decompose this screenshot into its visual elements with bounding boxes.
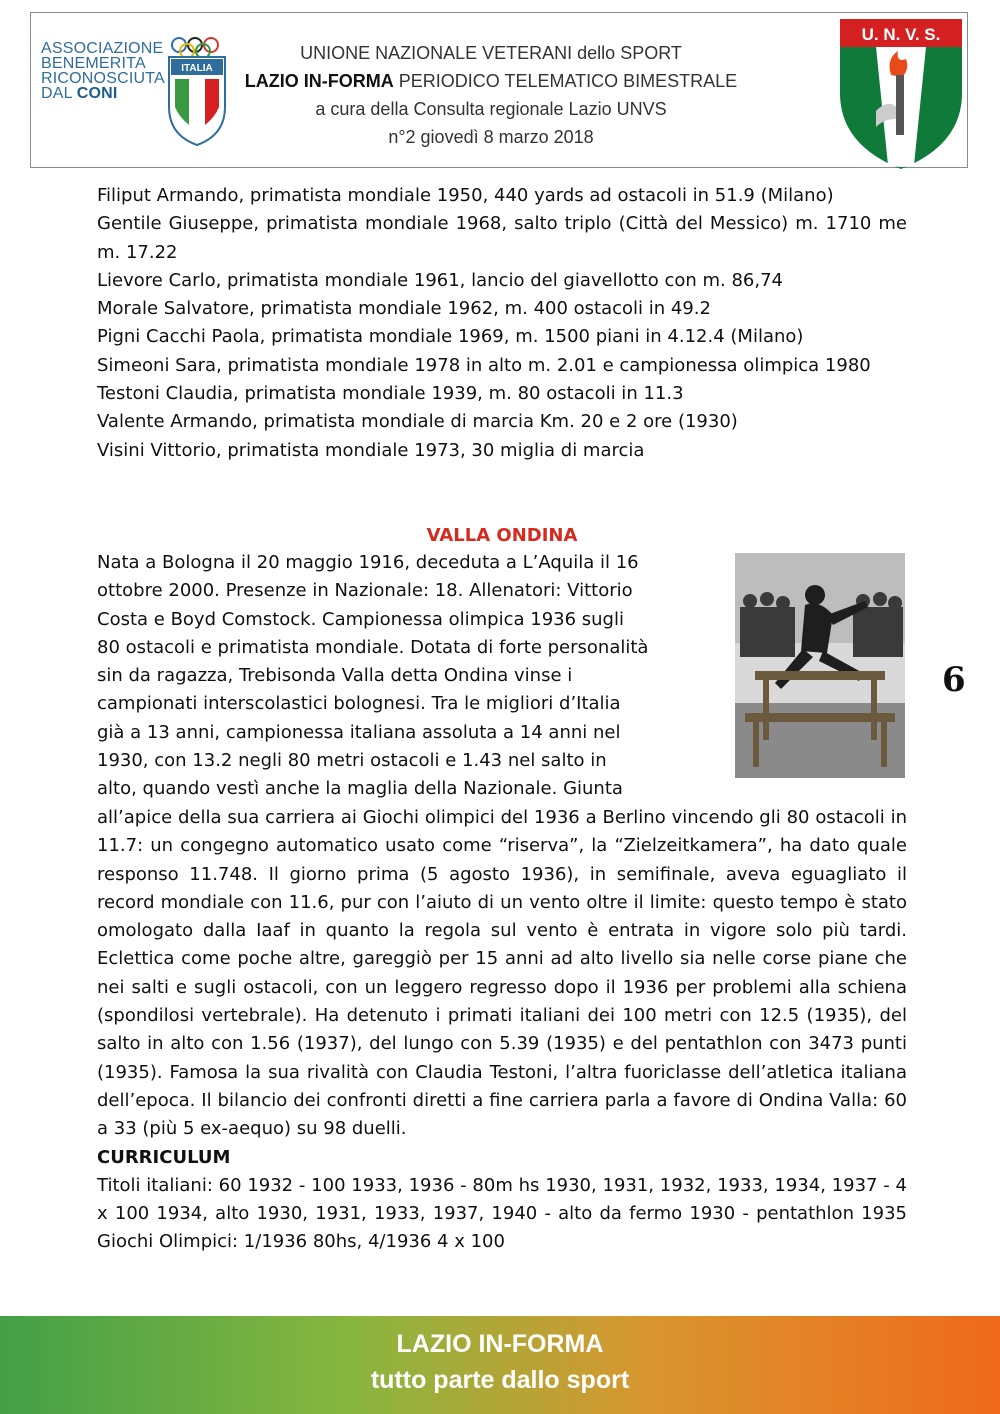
list-item: Filiput Armando, primatista mondiale 1950, 440 yards ad ostacoli in 51.9 (Milano) (97, 185, 834, 206)
records-list (97, 182, 907, 465)
coni-badge-text: ITALIA (181, 63, 213, 74)
list-item: Simeoni Sara, primatista mondiale 1978 in alto m. 2.01 e campionessa olimpica 1980 (97, 354, 871, 376)
list-item: Lievore Carlo, primatista mondiale 1961, lancio del giavellotto con m. 86,74 (97, 269, 784, 291)
section-title: VALLA ONDINA (426, 525, 578, 546)
coni-shield-icon (167, 55, 227, 147)
header-line-2: LAZIO IN-FORMA PERIODICO TELEMATICO BIMESTRALE (244, 71, 738, 91)
bio-wrapped (97, 549, 721, 804)
bio-line: ottobre 2000. Presenze in Nazionale: 18. Allenatori: Vittorio (97, 580, 633, 602)
list-item: Testoni Claudia, primatista mondiale 1939, m. 80 ostacoli in 11.3 (97, 383, 684, 405)
unvs-shield-logo (836, 15, 966, 173)
coni-logo-text (41, 41, 165, 101)
curriculum-text: Titoli italiani: 60 1932 - 100 1933, 1936 - 80m hs 1930, 1931, 1932, 1933, 1934, 1937 - 4 x 100 1934, alto 1930, 1931, 1933, 1937, 1940 - alto da fermo 1930 - pentathlon 1935 Giochi Olimpici: 1/1936 80hs, 4/1936 4 x 100 (97, 1174, 907, 1253)
header-line-3: a cura della Consulta regionale Lazio UNVS (315, 99, 667, 119)
header-line-1: UNIONE NAZIONALE VETERANI dello SPORT (300, 43, 682, 63)
list-item: Visini Vittorio, primatista mondiale 1973, 30 miglia di marcia (97, 439, 645, 461)
bio-line: alto, quando vestì anche la maglia della Nazionale. Giunta (97, 778, 623, 800)
bio-line: campionati interscolastici bolognesi. Tra le migliori d’Italia (97, 693, 621, 715)
bio-line: 1930, con 13.2 negli 80 metri ostacoli e 1.43 nel salto in (97, 750, 607, 772)
bio-line: 80 ostacoli e primatista mondiale. Dotata di forte personalità (97, 636, 649, 658)
coni-line-2: BENEMERITA (41, 55, 146, 72)
footer-slogan: tutto parte dallo sport (370, 1366, 630, 1394)
bio-paragraph: all’apice della sua carriera ai Giochi olimpici del 1936 a Berlino vincendo gli 80 ostacoli in 11.7: un congegno automatico usato come “riserva”, la “Zielzeitkamera”, ha dato quale responso 11.748. Il giorno prima (5 agosto 1936), in semifinale, aveva eguagliato il record mondiale con 11.6, pur con l’aiuto di un vento oltre il limite: questo tempo è stato omologato dalla Iaaf in quanto la regola sul vento è entrata in vigore solo più tardi. Eclettica come poche altre, gareggiò per 15 anni ad alto livello sia nelle corse piane che nei salti e sugli ostacoli, con un leggero regresso dopo il 1936 per problemi alla schiena (spondilosi vertebrale). Ha detenuto i primati italiani dei 100 metri con 12.5 (1935), del salto in alto con 1.56 (1937), del lungo con 5.39 (1935) e del pentathlon con 3473 punti (1935). Famosa la sua rivalità con Claudia Testoni, l’altra fuoriclasse dell’atletica italiana dell’epoca. Il bilancio dei confronti diretti a fine carriera parla a favore di Ondina Valla: 60 a 33 (più 5 ex-aequo) su 98 duelli. (97, 807, 907, 1140)
page-number: 6 (942, 660, 966, 700)
page-footer (0, 1316, 1000, 1414)
section-title-block (97, 522, 907, 550)
page-header (30, 12, 968, 168)
list-item: Morale Salvatore, primatista mondiale 1962, m. 400 ostacoli in 49.2 (97, 298, 711, 320)
coni-line-3: RICONOSCIUTA (41, 70, 165, 87)
bio-line: Costa e Boyd Comstock. Campionessa olimpica 1936 sugli (97, 608, 624, 630)
list-item: Gentile Giuseppe, primatista mondiale 1968, salto triplo (Città del Messico) m. 1710 me m. 17.22 (97, 213, 907, 263)
bio-continued (97, 804, 907, 1257)
bio-line: sin da ragazza, Trebisonda Valla detta Ondina vinse i (97, 665, 573, 687)
unvs-logo-text: U. N. V. S. (861, 25, 941, 44)
header-line-4: n°2 giovedì 8 marzo 2018 (388, 127, 594, 147)
bio-line: Nata a Bologna il 20 maggio 1916, deceduta a L’Aquila il 16 (97, 552, 639, 573)
athlete-hurdles-photo (735, 553, 905, 778)
header-title-block (241, 39, 741, 151)
coni-line-4: DAL CONI (41, 85, 118, 102)
coni-line-1: ASSOCIAZIONE (41, 40, 164, 57)
footer-title: LAZIO IN-FORMA (396, 1330, 604, 1358)
list-item: Pigni Cacchi Paola, primatista mondiale 1969, m. 1500 piani in 4.12.4 (Milano) (97, 326, 804, 348)
curriculum-heading: CURRICULUM (97, 1146, 231, 1168)
list-item: Valente Armando, primatista mondiale di marcia Km. 20 e 2 ore (1930) (97, 411, 738, 433)
coni-logo (41, 31, 231, 161)
bio-line: già a 13 anni, campionessa italiana assoluta a 14 anni nel (97, 721, 621, 743)
